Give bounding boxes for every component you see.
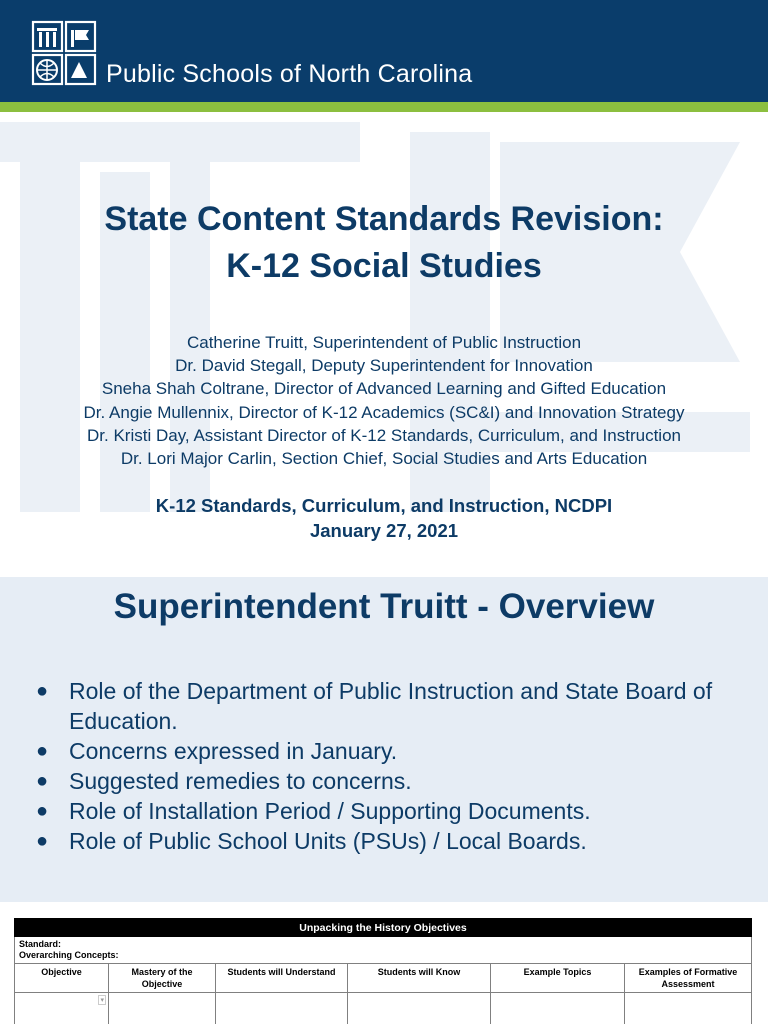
column-header: Students will Understand [216,964,348,993]
list-item [36,766,736,796]
organization-name: Public Schools of North Carolina [106,60,473,88]
presenter-line: Catherine Truitt, Superintendent of Public Instruction [186,333,582,352]
presenter-line: Dr. David Stegall, Deputy Superintendent for Innovation [175,356,593,376]
table-cell[interactable] [109,993,216,1024]
bullet-text: Suggested remedies to concerns. [69,768,412,794]
table-cell[interactable] [348,993,491,1024]
column-header: Students will Know [348,964,491,993]
ncdpi-logo-icon [31,20,97,86]
objective-cell[interactable] [15,993,109,1024]
header-accent-stripe [0,102,768,112]
list-item [36,826,736,856]
bullet-text: Role of the Department of Public Instruction and State Board of Education. [69,678,713,734]
bullet-icon: ● [36,830,49,852]
column-header: Example Topics [491,964,625,993]
concepts-label: Overarching Concepts: [19,950,119,960]
table-title: Unpacking the History Objectives [15,919,752,937]
presenter-line: Sneha Shah Coltrane, Director of Advanced Learning and Gifted Education [101,379,667,399]
bullet-icon: ● [36,800,49,822]
bullet-text: Concerns expressed in January. [69,738,398,764]
overview-bullet-list [36,676,736,856]
department-block [0,493,768,543]
overview-title: Superintendent Truitt - Overview [113,587,655,626]
title-line-1: State Content Standards Revision: [104,200,664,238]
history-objectives-table [14,918,752,1024]
column-header: Mastery of the Objective [109,964,216,993]
standard-label: Standard: [19,939,62,949]
presentation-date: January 27, 2021 [309,520,459,541]
presenter-line: Dr. Kristi Day, Assistant Director of K-12 Standards, Curriculum, and Instruction [87,425,681,445]
dropdown-icon[interactable]: ▾ [100,997,104,1004]
column-header: Examples of Formative Assessment [625,964,752,993]
slide-title [0,196,768,290]
column-header: Objective [15,964,109,993]
presenter-line: Dr. Lori Major Carlin, Section Chief, Social Studies and Arts Education [120,449,648,469]
table-header-row [15,964,752,993]
table-cell[interactable] [216,993,348,1024]
bullet-icon: ● [36,740,49,762]
table-cell[interactable] [491,993,625,1024]
table-cell[interactable] [625,993,752,1024]
bullet-text: Role of Public School Units (PSUs) / Local Boards. [69,828,587,854]
title-line-2: K-12 Social Studies [226,247,542,285]
bullet-text: Role of Installation Period / Supporting Documents. [69,798,591,824]
department-name: K-12 Standards, Curriculum, and Instruction, NCDPI [155,495,613,516]
bullet-icon: ● [36,680,49,702]
unpacking-table-slide [0,904,768,1024]
bullet-icon: ● [36,770,49,792]
list-item [36,676,736,736]
presenter-list [0,331,768,470]
list-item [36,796,736,826]
table-meta [15,937,752,964]
table-row [15,993,752,1024]
overview-slide [0,577,768,902]
list-item [36,736,736,766]
presenter-line: Dr. Angie Mullennix, Director of K-12 Academics (SC&I) and Innovation Strategy [83,402,685,422]
